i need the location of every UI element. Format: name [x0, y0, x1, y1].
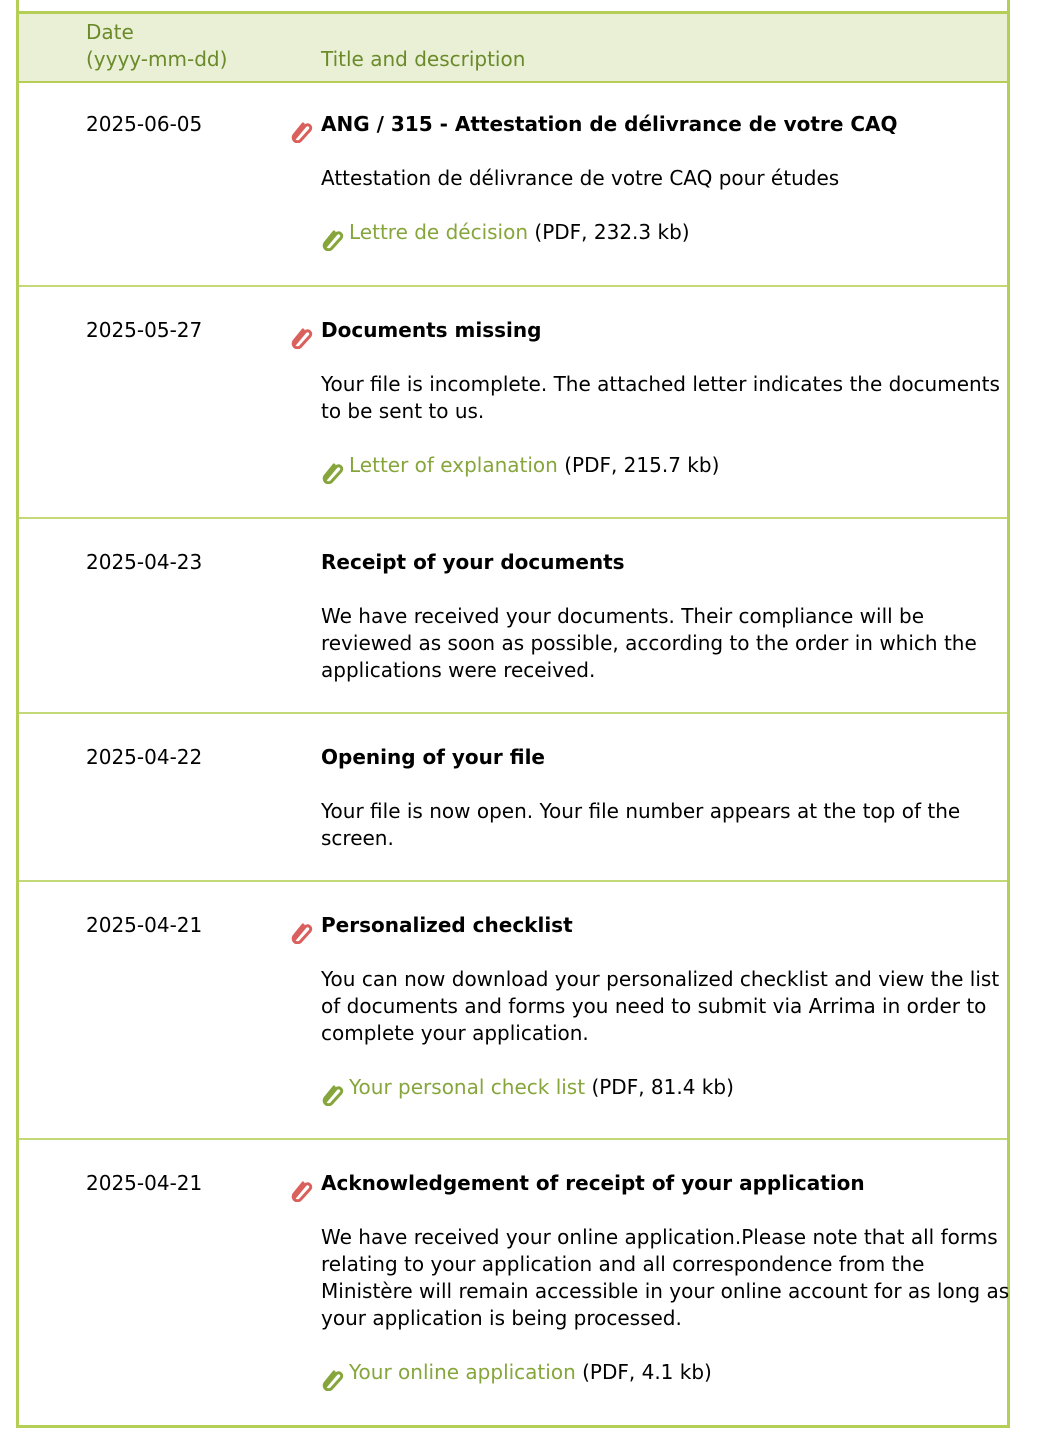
paperclip-icon: [290, 918, 316, 944]
row-title: [321, 317, 1011, 344]
row-content: [321, 111, 1011, 246]
table-row: [19, 881, 1007, 1140]
row-date: 2025-05-27: [86, 318, 203, 342]
attachment-meta: (PDF, 4.1 kb): [582, 1360, 712, 1384]
table-row: [19, 80, 1007, 287]
row-date: 2025-04-22: [86, 745, 203, 769]
paperclip-icon: [290, 323, 316, 349]
attachment-link[interactable]: Lettre de décision: [349, 220, 529, 244]
row-date: 2025-04-23: [86, 550, 203, 574]
attachment-icon: [321, 458, 347, 484]
row-title-text: Acknowledgement of receipt of your application: [321, 1171, 865, 1195]
attachment-link[interactable]: Your online application: [349, 1360, 576, 1384]
attachment-icon: [321, 1080, 347, 1106]
table-row: [19, 1139, 1010, 1426]
row-title: [321, 912, 1011, 939]
row-description: Your file is now open. Your file number appears at the top of the screen.: [321, 799, 961, 850]
row-description: You can now download your personalized checklist and view the list of documents and forms you need to submit via Arrima in order to complete your application.: [321, 967, 1000, 1045]
attachment-meta: (PDF, 232.3 kb): [534, 220, 690, 244]
history-table: [16, 0, 1010, 1428]
row-title-text: ANG / 315 - Attestation de délivrance de votre CAQ: [321, 112, 898, 136]
row-attachment: [321, 452, 1011, 479]
table-row: [19, 518, 1007, 714]
row-title: [321, 744, 1011, 771]
paperclip-icon: [290, 117, 316, 143]
table-header: [19, 11, 1007, 83]
row-title: [321, 549, 1011, 576]
attachment-link[interactable]: Your personal check list: [349, 1075, 586, 1099]
row-date: 2025-04-21: [86, 1171, 203, 1195]
row-date: 2025-04-21: [86, 913, 203, 937]
row-content: [321, 317, 1011, 479]
row-title-text: Opening of your file: [321, 745, 545, 769]
paperclip-icon: [290, 1176, 316, 1202]
row-attachment: [321, 1359, 1011, 1386]
attachment-icon: [321, 225, 347, 251]
row-date: 2025-06-05: [86, 112, 203, 136]
attachment-meta: (PDF, 215.7 kb): [564, 453, 720, 477]
date-format-label: (yyyy-mm-dd): [86, 47, 228, 71]
date-header-label: Date: [86, 20, 134, 44]
row-description: We have received your documents. Their compliance will be reviewed as soon as possible, according to the order in which the applications were received.: [321, 604, 977, 682]
row-title: [321, 1170, 1011, 1197]
attachment-link[interactable]: Letter of explanation: [349, 453, 558, 477]
row-description: Attestation de délivrance de votre CAQ pour études: [321, 166, 840, 190]
row-attachment: [321, 219, 1011, 246]
attachment-meta: (PDF, 81.4 kb): [591, 1075, 734, 1099]
table-row: [19, 713, 1007, 882]
date-column-header: [86, 19, 286, 73]
row-attachment: [321, 1074, 1011, 1101]
row-title: [321, 111, 1011, 138]
row-title-text: Documents missing: [321, 318, 542, 342]
row-content: [321, 1170, 1011, 1386]
row-content: [321, 912, 1011, 1101]
row-description: We have received your online application.Please note that all forms relating to your application and all correspondence from the Ministère will remain accessible in your online account for as long as your application is being processed.: [321, 1225, 1010, 1330]
row-title-text: Receipt of your documents: [321, 550, 625, 574]
row-description: Your file is incomplete. The attached letter indicates the documents to be sent to us.: [321, 372, 1000, 423]
title-column-header: Title and description: [321, 47, 526, 71]
table-row: [19, 286, 1007, 519]
row-content: [321, 744, 1011, 852]
row-title-text: Personalized checklist: [321, 913, 573, 937]
attachment-icon: [321, 1365, 347, 1391]
row-content: [321, 549, 1011, 684]
